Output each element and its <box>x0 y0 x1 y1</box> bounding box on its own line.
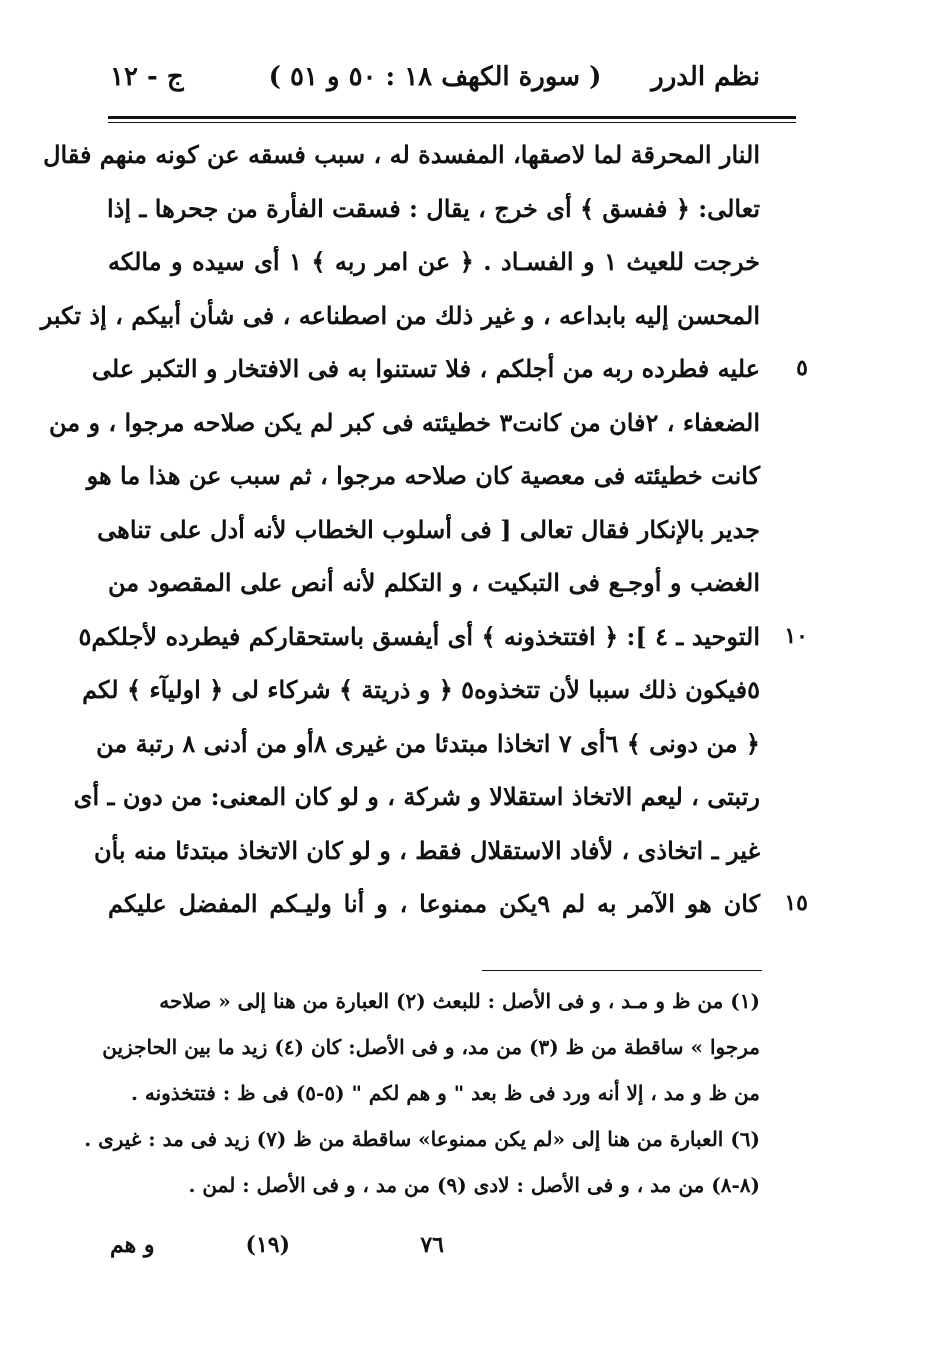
text-line: الغضب و أوجـع فى التبكيت ، و التكلم لأنه أنص على المقصود من <box>108 568 760 597</box>
footnotes <box>84 978 760 1208</box>
line-number: ١٥ <box>784 890 808 916</box>
text-line: تعالى: ﴿ ففسق ﴾ أى خرج ، يقال : فسقت الفأرة من جحرها ـ إذا <box>107 193 760 223</box>
page-footer <box>100 1232 660 1272</box>
text-line: ٥فيكون ذلك سببا لأن تتخذوه٥ ﴿ و ذريتة ﴾ شركاء لى ﴿ اوليآء ﴾ لكم <box>82 675 760 704</box>
line-number: ٥ <box>796 355 808 381</box>
text-line: النار المحرقة لما لاصقها، المفسدة له ، سبب فسقه عن كونه منهم فقال <box>43 140 760 169</box>
footnote-rule <box>482 970 762 971</box>
footnote-line: من ظ و مد ، إلا أنه ورد فى ظ بعد " و هم لكم " (٥-٥) فى ظ : فتتخذونه . <box>130 1081 760 1105</box>
running-header <box>110 62 760 106</box>
text-line: غير ـ اتخاذى ، لأفاد الاستقلال فقط ، و لو كان الاتخاذ مبتدئا منه بأن <box>93 835 760 865</box>
text-line: التوحيد ـ ٤ ]: ﴿ افتتخذونه ﴾ أى أيفسق باستحقاركم فيطرده لأجلكم٥ <box>78 621 760 651</box>
text-line: ﴿ من دونى ﴾ ٦أى ٧ اتخاذا مبتدئا من غيرى ٨أو من أدنى ٨ رتبة من <box>96 728 760 758</box>
line-number: ١٠ <box>784 622 808 649</box>
header-rule-thin <box>108 122 796 123</box>
page-number: ٧٦ <box>420 1232 444 1258</box>
volume-number: ج - ١٢ <box>110 62 184 92</box>
text-line: المحسن إليه بابداعه ، و غير ذلك من اصطناعه ، فى شأن أبيكم ، إذ تكبر <box>40 300 760 330</box>
text-line: رتبتى ، ليعم الاتخاذ استقلالا و شركة ، و لو كان المعنى: من دون ـ أى <box>73 782 760 811</box>
text-line: جدير بالإنكار فقال تعالى [ فى أسلوب الخطاب لأنه أدل على تناهى <box>97 514 760 544</box>
footnote-line: (١) من ظ و مـد ، و فى الأصل : للبعث (٢) العبارة من هنا إلى « صلاحه <box>159 989 760 1013</box>
text-line: الضعفاء ، ٢فان من كانت٣ خطيئته فى كبر لم يكن صلاحه مرجوا ، و من <box>48 407 760 437</box>
footnote-line: (٨-٨) من مد ، و فى الأصل : لادى (٩) من مد ، و فى الأصل : لمن . <box>188 1173 760 1197</box>
footnote-line: مرجوا » ساقطة من ظ (٣) من مد، و فى الأصل: كان (٤) زيد ما بين الحاجزين <box>102 1035 760 1059</box>
book-title: نظم الدرر <box>651 62 760 92</box>
header-rule <box>108 116 796 119</box>
text-line: عليه فطرده ربه من أجلكم ، فلا تستنوا به فى الافتخار و التكبر على <box>91 354 760 383</box>
text-line: خرجت للعيث ١ و الفسـاد . ﴿ عن امر ربه ﴾ ١ أى سيده و مالكه <box>108 247 760 276</box>
body-text <box>40 128 760 931</box>
text-line: كان هو الآمر به لم ٩يكن ممنوعا ، و أنا وليـكم المفضل عليكم <box>108 889 760 918</box>
signature-mark: (١٩) <box>245 1232 290 1258</box>
footnote-line: (٦) العبارة من هنا إلى «لم يكن ممنوعا» ساقطة من ظ (٧) زيد فى مد : غيرى . <box>84 1127 760 1151</box>
surah-reference: ( سورة الكهف ١٨ : ٥٠ و ٥١ ) <box>268 62 602 92</box>
text-line: كانت خطيئته فى معصية كان صلاحه مرجوا ، ثم سبب عن هذا ما هو <box>86 461 760 490</box>
catchword: و هم <box>110 1232 155 1258</box>
